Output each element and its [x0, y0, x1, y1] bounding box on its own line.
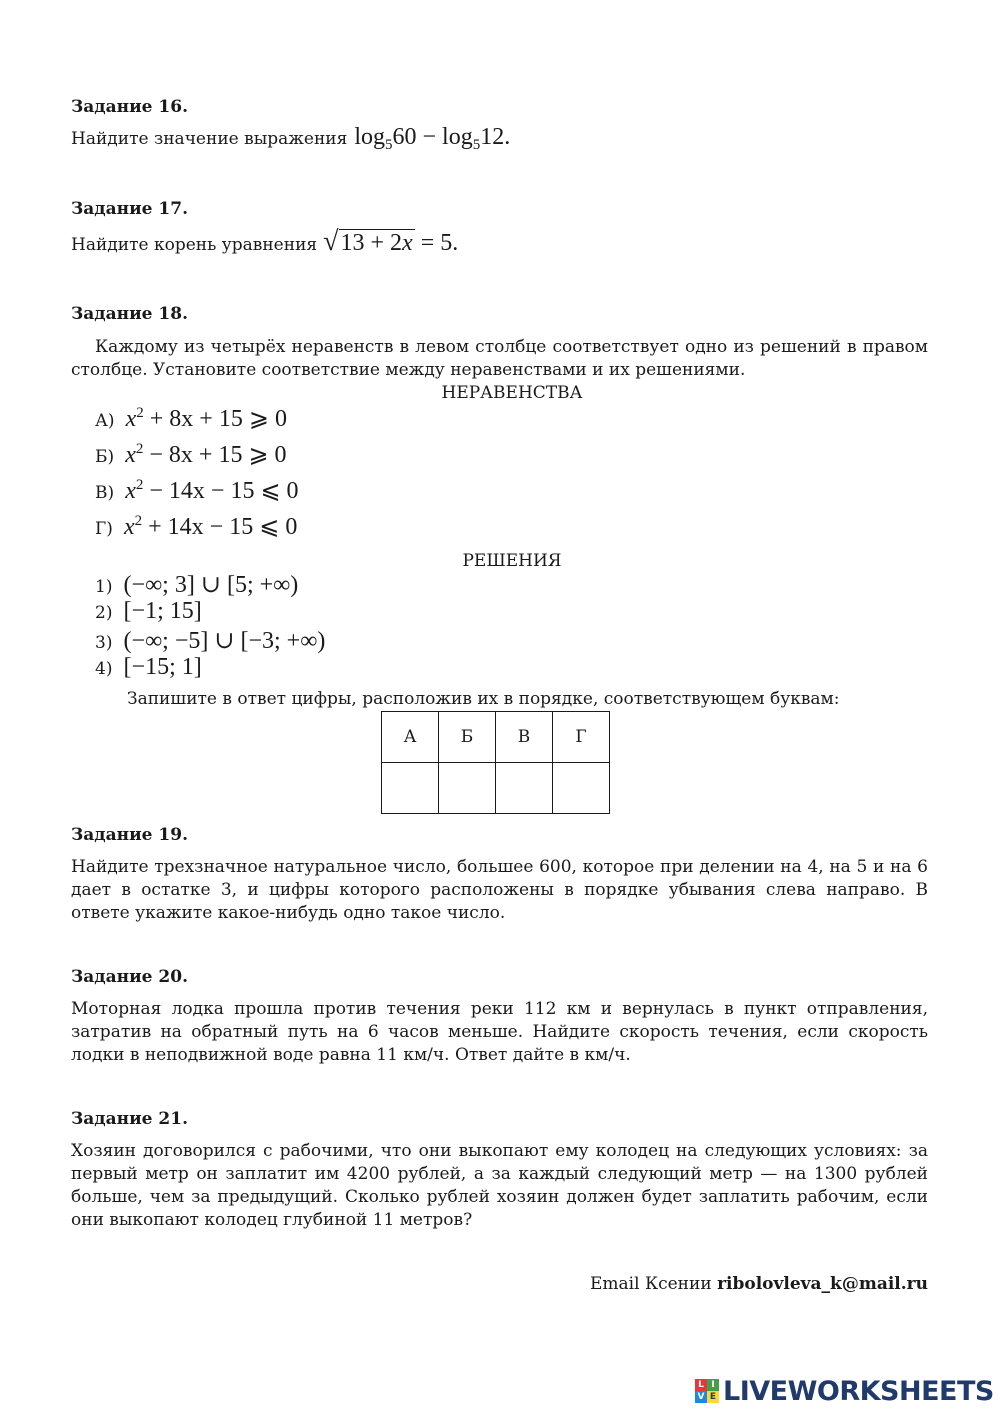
solution-expr: [−15; 1]	[123, 654, 202, 680]
author-email: Email Ксении ribolovleva_k@mail.ru	[590, 1274, 928, 1294]
solutions-heading: РЕШЕНИЯ	[462, 551, 562, 571]
liveworksheets-logo-icon: L I V E	[695, 1379, 719, 1403]
task20-text: Моторная лодка прошла против течения реки 112 км и вернулась в пункт отправления, затратив на обратный путь на 6 часов меньше. Найдите скорость течения, если скорость лодки в неподвижной воде равна 11 км/ч. Ответ дайте в км/ч.	[71, 999, 928, 1065]
answer-input-cell[interactable]	[553, 763, 610, 814]
task19-text: Найдите трехзначное натуральное число, большее 600, которое при делении на 4, на 5 и на 6 дает в остатке 3, и цифры которого расположены в порядке убывания слева направо. В ответе укажите какое-нибудь одно такое число.	[71, 857, 928, 923]
task21-text: Хозяин договорился с рабочими, что они выкопают ему колодец на следующих условиях: за первый метр он заплатит им 4200 рублей, а за каждый следующий метр — на 1300 рублей больше, чем за предыдущий. Сколько рублей хозяин должен будет заплатить рабочим, если они выкопают колодец глубиной 11 метров?	[71, 1141, 928, 1230]
answer-header-cell: Б	[439, 712, 496, 763]
solution-expr: (−∞; −5] ∪ [−3; +∞)	[123, 628, 326, 654]
task16-title: Задание 16.	[71, 97, 188, 117]
task20-title: Задание 20.	[71, 967, 188, 987]
solution-expr: [−1; 15]	[123, 598, 202, 624]
inequality-row: В) $x^2 - 14x - 15$ ⩽ 0	[95, 477, 299, 504]
sqrt-symbol: √	[323, 226, 339, 257]
inequality-expr: + 8x + 15 ⩾ 0	[143, 406, 287, 432]
task17-equation: √13 + 2x = 5.	[323, 226, 459, 257]
answer-prompt: Запишите в ответ цифры, расположив их в порядке, соответствующем буквам:	[127, 689, 840, 709]
answer-input-row[interactable]	[382, 763, 610, 814]
inequality-row: Г) $x^2 + 14x - 15$ ⩽ 0	[95, 513, 298, 540]
task18-title: Задание 18.	[71, 304, 188, 324]
task16-question	[71, 124, 510, 154]
answer-header-cell: А	[382, 712, 439, 763]
solution-row: 3) (−∞; −5] ∪ [−3; +∞)	[95, 628, 326, 654]
task21-title: Задание 21.	[71, 1109, 188, 1129]
answer-header-cell: Г	[553, 712, 610, 763]
solution-row: 4) [−15; 1]	[95, 654, 202, 680]
task16-text: Найдите значение выражения	[71, 129, 348, 149]
sqrt-radicand: 13 + 2x	[340, 230, 413, 256]
answer-input-cell[interactable]	[496, 763, 553, 814]
task17-text: Найдите корень уравнения	[71, 235, 318, 255]
liveworksheets-logo-text: LIVEWORKSHEETS	[723, 1375, 994, 1407]
task16-expression: $\log_560 - \log_512$.	[354, 124, 511, 153]
inequality-expr: − 8x + 15 ⩾ 0	[143, 442, 287, 468]
task19-title: Задание 19.	[71, 825, 188, 845]
liveworksheets-logo	[695, 1375, 994, 1407]
answer-header-cell: В	[496, 712, 553, 763]
inequality-expr: − 14x − 15 ⩽ 0	[143, 478, 299, 504]
email-address[interactable]: ribolovleva_k@mail.ru	[717, 1274, 928, 1294]
task18-text: Каждому из четырёх неравенств в левом столбце соответствует одно из решений в правом столбце. Установите соответствие между неравенствами и их решениями.	[71, 337, 928, 380]
solution-row: 1) (−∞; 3] ∪ [5; +∞)	[95, 572, 299, 598]
task17-question	[71, 226, 458, 258]
inequalities-heading: НЕРАВЕНСТВА	[441, 383, 583, 403]
answer-input-cell[interactable]	[382, 763, 439, 814]
answer-input-cell[interactable]	[439, 763, 496, 814]
inequality-row: Б) $x^2 - 8x + 15$ ⩾ 0	[95, 441, 287, 468]
inequality-expr: + 14x − 15 ⩽ 0	[142, 514, 298, 540]
solution-expr: (−∞; 3] ∪ [5; +∞)	[123, 572, 299, 598]
answer-header-row	[382, 712, 610, 763]
task17-title: Задание 17.	[71, 199, 188, 219]
answer-table	[381, 711, 610, 814]
inequality-row: А) $x^2 + 8x + 15$ ⩾ 0	[95, 405, 287, 432]
solution-row: 2) [−1; 15]	[95, 598, 202, 624]
